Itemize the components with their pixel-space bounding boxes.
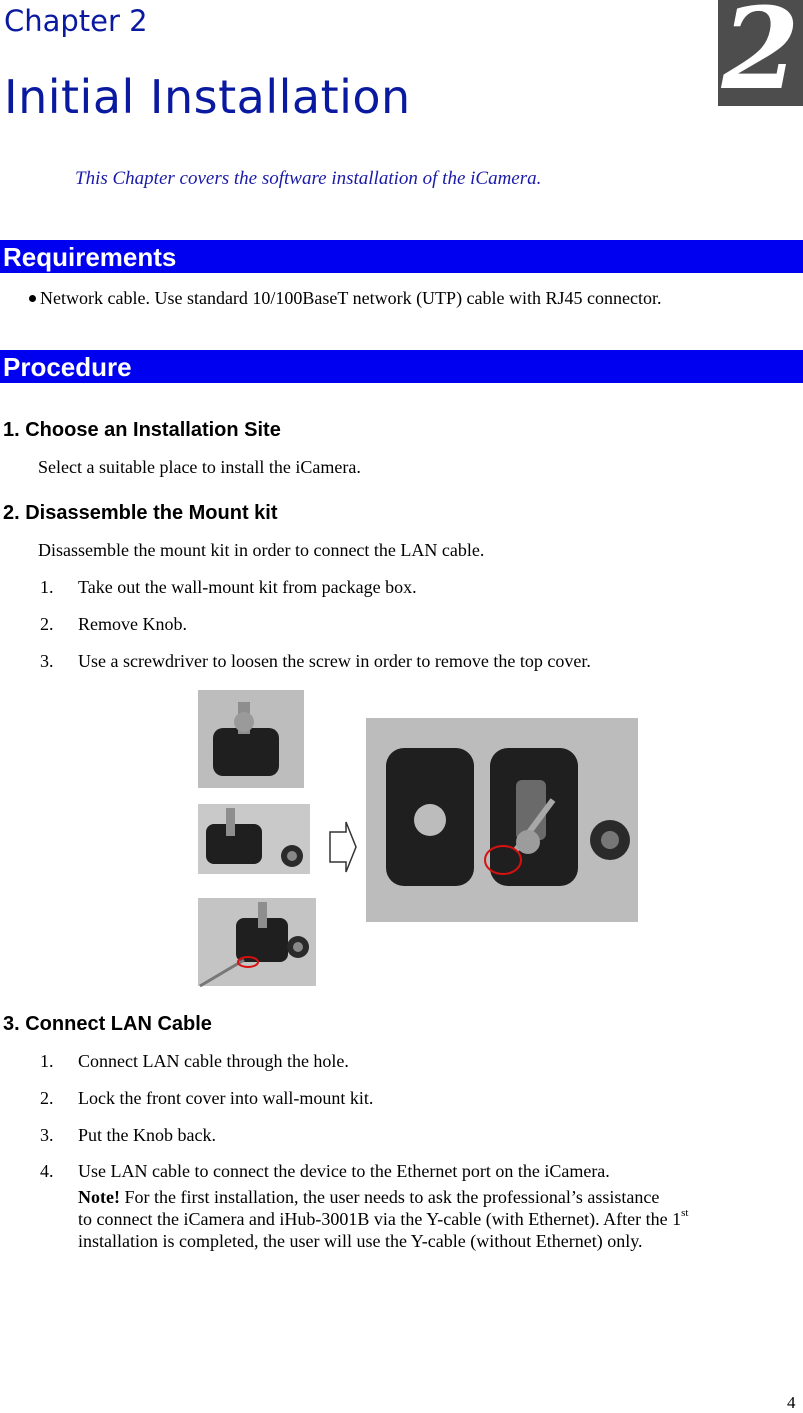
chapter-title: Initial Installation <box>4 70 411 124</box>
note-superscript: st <box>681 1207 689 1219</box>
page-number: 4 <box>787 1393 796 1412</box>
list-item: Remove Knob. <box>78 614 187 634</box>
list-item-number: 3. <box>40 651 54 671</box>
installation-note <box>78 1186 798 1252</box>
list-item: Use LAN cable to connect the device to the Ethernet port on the iCamera. <box>78 1161 610 1181</box>
list-item-number: 3. <box>40 1125 54 1145</box>
note-line-3: installation is completed, the user will use the Y-cable (without Ethernet) only. <box>78 1231 643 1251</box>
list-item-number: 2. <box>40 1088 54 1108</box>
step1-text: Select a suitable place to install the iCamera. <box>38 457 361 477</box>
step3-title: 3. Connect LAN Cable <box>3 1013 212 1035</box>
list-item: Put the Knob back. <box>78 1125 216 1145</box>
list-item: Take out the wall-mount kit from package box. <box>78 577 417 597</box>
bullet-icon <box>29 295 36 302</box>
note-line-2: to connect the iCamera and iHub-3001B via the Y-cable (with Ethernet). After the 1 <box>78 1209 682 1229</box>
list-item-number: 1. <box>40 1051 54 1071</box>
step1-title: 1. Choose an Installation Site <box>3 419 281 441</box>
list-item-number: 1. <box>40 577 54 597</box>
arrow-right-icon <box>330 822 356 872</box>
list-item: Connect LAN cable through the hole. <box>78 1051 349 1071</box>
list-item: Use a screwdriver to loosen the screw in order to remove the top cover. <box>78 651 591 671</box>
list-item-number: 4. <box>40 1161 54 1181</box>
step2-title: 2. Disassemble the Mount kit <box>3 502 278 524</box>
chapter-label: Chapter 2 <box>4 4 148 38</box>
mount-kit-photo-large <box>366 718 638 922</box>
note-line-1: For the first installation, the user needs to ask the professional’s assistance <box>119 1187 660 1207</box>
requirements-heading: Requirements <box>0 240 803 273</box>
procedure-heading: Procedure <box>0 350 803 383</box>
list-item-number: 2. <box>40 614 54 634</box>
requirement-item: Network cable. Use standard 10/100BaseT network (UTP) cable with RJ45 connector. <box>40 288 662 308</box>
note-label: Note! <box>78 1187 120 1207</box>
mount-kit-photo-2 <box>198 804 310 874</box>
chapter-intro: This Chapter covers the software installation of the iCamera. <box>75 168 542 189</box>
mount-kit-photo-3 <box>198 898 316 986</box>
mount-kit-photos <box>198 690 647 988</box>
list-item: Lock the front cover into wall-mount kit. <box>78 1088 374 1108</box>
step2-text: Disassemble the mount kit in order to connect the LAN cable. <box>38 540 485 560</box>
mount-kit-photo-1 <box>198 690 304 788</box>
chapter-number-badge: 2 <box>718 0 803 106</box>
